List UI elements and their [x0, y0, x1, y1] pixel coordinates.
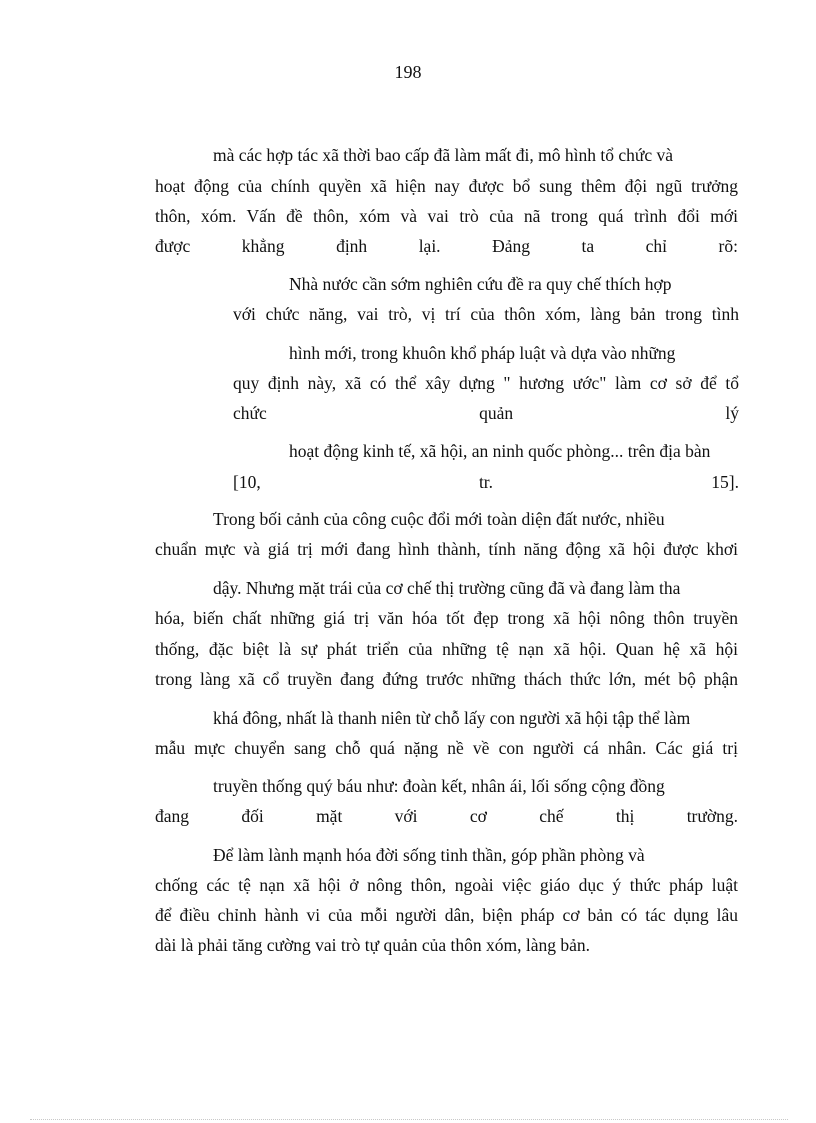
paragraph-line: dậy. Nhưng mặt trái của cơ chế thị trường cũng đã và đang làm tha	[213, 578, 681, 598]
paragraph-line: để điều chỉnh hành vi của mỗi người dân, biện pháp cơ bản có tác dụng lâu	[155, 905, 738, 925]
paragraph-line: khá đông, nhất là thanh niên từ chỗ lấy con người xã hội tập thể làm	[213, 708, 691, 728]
quote-line: hoạt động kinh tế, xã hội, an ninh quốc phòng... trên địa bàn	[289, 441, 711, 461]
paragraph-line: mẫu mực chuyển sang chỗ quá nặng nề về con người cá nhân. Các giá trị	[155, 738, 738, 758]
citation-line: [10, tr. 15].	[233, 472, 739, 492]
paragraph-line: truyền thống quý báu như: đoàn kết, nhân ái, lối sống cộng đồng	[213, 776, 665, 796]
paragraph-line: mà các hợp tác xã thời bao cấp đã làm mất đi, mô hình tổ chức và	[213, 145, 673, 165]
paragraph-line: Trong bối cảnh của công cuộc đổi mới toàn diện đất nước, nhiều	[213, 509, 665, 529]
paragraph-line: hoạt động của chính quyền xã hiện nay được bổ sung thêm đội ngũ trưởng	[155, 176, 738, 196]
paragraph-line: chống các tệ nạn xã hội ở nông thôn, ngoài việc giáo dục ý thức pháp luật	[155, 875, 738, 895]
page-number: 198	[394, 62, 422, 82]
quote-line: hình mới, trong khuôn khổ pháp luật và dựa vào những	[289, 343, 676, 363]
paragraph-line: được khẳng định lại. Đảng ta chỉ rõ:	[155, 236, 738, 256]
paragraph-line: hóa, biến chất những giá trị văn hóa tốt đẹp trong xã hội nông thôn truyền	[155, 608, 738, 628]
paragraph-line: đang đối mặt với cơ chế thị trường.	[155, 806, 738, 826]
paragraph-line: dài là phải tăng cường vai trò tự quản của thôn xóm, làng bản.	[155, 935, 590, 955]
paragraph-line: Để làm lành mạnh hóa đời sống tinh thần, góp phần phòng và	[213, 845, 645, 865]
quote-line: quy định này, xã có thể xây dựng " hương ước" làm cơ sở để tổ	[233, 373, 739, 393]
quote-line: Nhà nước cần sớm nghiên cứu đề ra quy chế thích hợp	[289, 274, 672, 294]
quote-line: chức quản lý	[233, 403, 739, 423]
paragraph-line: thôn, xóm. Vấn đề thôn, xóm và vai trò của nã trong quá trình đổi mới	[155, 206, 738, 226]
paragraph-line: trong làng xã cổ truyền đang đứng trước những thách thức lớn, mét bộ phận	[155, 669, 738, 689]
paragraph-line: chuẩn mực và giá trị mới đang hình thành, tính năng động xã hội được khơi	[155, 539, 738, 559]
footer-divider	[30, 1119, 788, 1120]
quote-line: với chức năng, vai trò, vị trí của thôn xóm, làng bản trong tình	[233, 304, 739, 324]
paragraph-line: thống, đặc biệt là sự phát triển của những tệ nạn xã hội. Quan hệ xã hội	[155, 639, 738, 659]
